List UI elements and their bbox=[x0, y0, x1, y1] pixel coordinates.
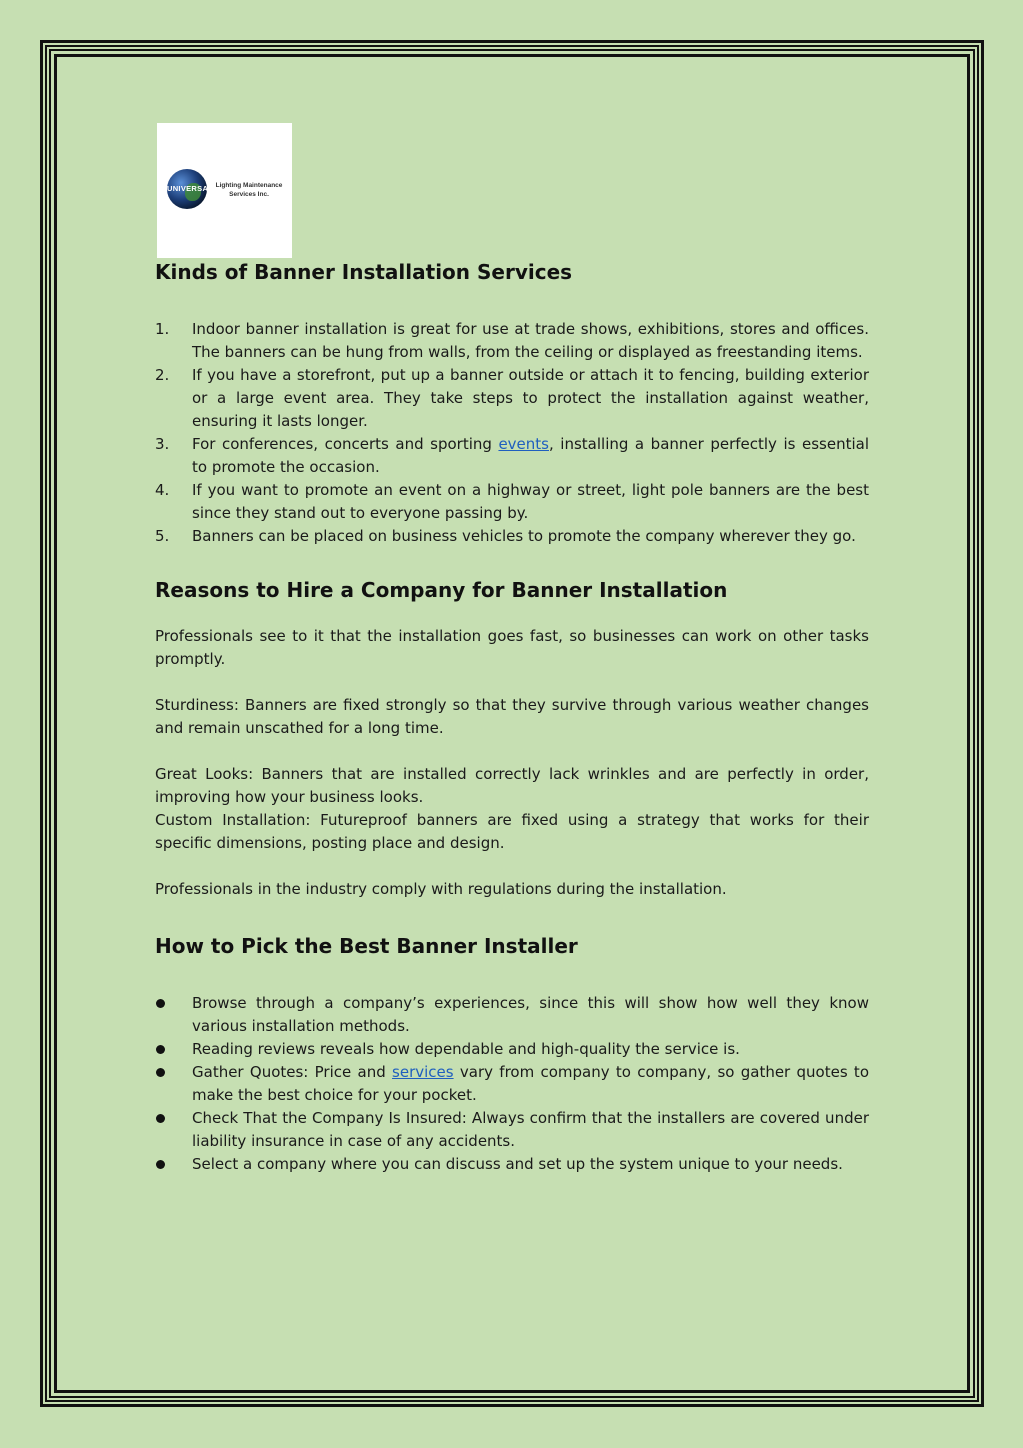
globe-icon bbox=[167, 169, 214, 209]
events-link[interactable]: events bbox=[498, 435, 549, 453]
bullet-icon bbox=[156, 1160, 165, 1169]
paragraph: Sturdiness: Banners are fixed strongly so that they survive through various weather changes and remain unscathed for a long time. bbox=[155, 696, 869, 737]
list-item: Gather Quotes: Price and services vary from company to company, so gather quotes to make the best choice for your pocket. bbox=[155, 1061, 869, 1107]
bullet-icon bbox=[156, 1045, 165, 1054]
paragraph: Custom Installation: Futureproof banners are fixed using a strategy that works for their specific dimensions, posting place and design. bbox=[155, 811, 869, 852]
paragraph: Professionals see to it that the installation goes fast, so businesses can work on other tasks promptly. bbox=[155, 627, 869, 668]
paragraph: Great Looks: Banners that are installed correctly lack wrinkles and are perfectly in order, improving how your business looks. bbox=[155, 765, 869, 806]
list-item: Select a company where you can discuss and set up the system unique to your needs. bbox=[155, 1153, 869, 1176]
list-item: Browse through a company’s experiences, since this will show how well they know various installation methods. bbox=[155, 992, 869, 1038]
paragraph: Professionals in the industry comply with regulations during the installation. bbox=[155, 880, 727, 898]
section-heading-reasons: Reasons to Hire a Company for Banner Installation bbox=[155, 578, 728, 602]
list-item: 4. If you want to promote an event on a highway or street, light pole banners are the best since they stand out to everyone passing by. bbox=[155, 481, 869, 522]
logo-globe-text: UNIVERSAL bbox=[167, 184, 214, 193]
bullet-icon bbox=[156, 1068, 165, 1077]
list-item: Reading reviews reveals how dependable and high-quality the service is. bbox=[155, 1038, 869, 1061]
bullet-icon bbox=[156, 999, 165, 1008]
list-item: 3. For conferences, concerts and sporting events, installing a banner perfectly is essential to promote the occasion. bbox=[155, 435, 869, 476]
list-item: 2. If you have a storefront, put up a banner outside or attach it to fencing, building exterior or a large event area. They take steps to protect the installation against weather, ensuring it lasts longer. bbox=[155, 366, 869, 430]
bullet-icon bbox=[156, 1114, 165, 1123]
logo-company-name: Lighting Maintenance Services Inc. bbox=[215, 182, 283, 198]
company-logo bbox=[157, 123, 292, 258]
bullet-list-how-to-pick bbox=[155, 992, 869, 1176]
numbered-list-kinds bbox=[155, 318, 869, 548]
list-item: 5. Banners can be placed on business vehicles to promote the company wherever they go. bbox=[155, 527, 856, 545]
list-item: Check That the Company Is Insured: Always confirm that the installers are covered under liability insurance in case of any accidents. bbox=[155, 1107, 869, 1153]
section-heading-kinds: Kinds of Banner Installation Services bbox=[155, 260, 573, 284]
document-body bbox=[155, 258, 869, 1176]
list-item: 1. Indoor banner installation is great for use at trade shows, exhibitions, stores and offices. The banners can be hung from walls, from the ceiling or displayed as freestanding items. bbox=[155, 320, 869, 361]
services-link[interactable]: services bbox=[392, 1063, 454, 1081]
section-heading-how-to-pick: How to Pick the Best Banner Installer bbox=[155, 934, 578, 958]
